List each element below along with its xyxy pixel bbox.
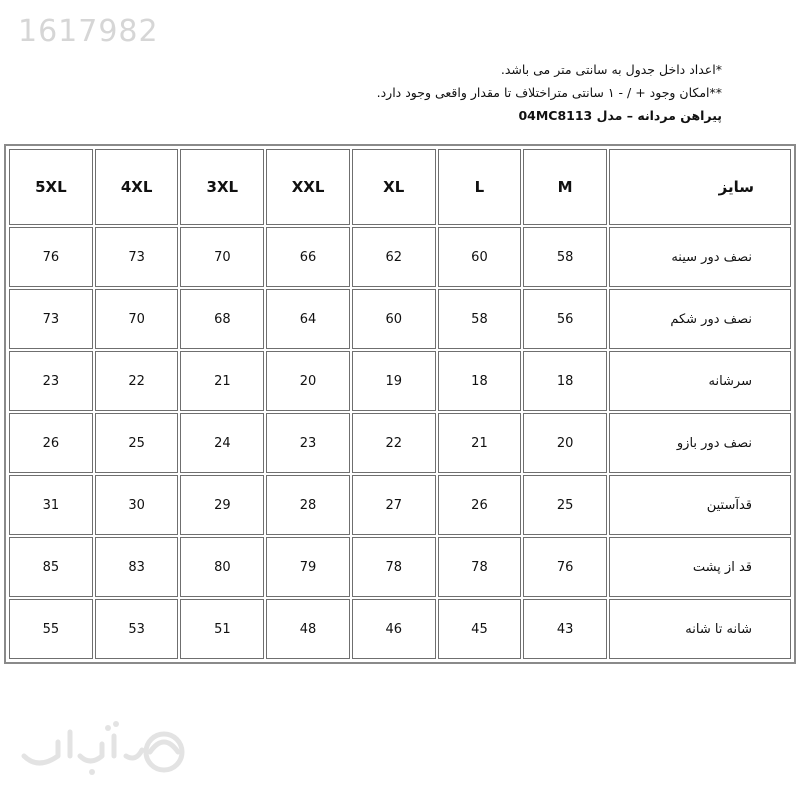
size-header-cell: L xyxy=(438,149,522,225)
product-id-watermark: 1617982 xyxy=(18,14,159,49)
table-row xyxy=(9,413,791,473)
measurement-value: 70 xyxy=(95,289,179,349)
size-header-row xyxy=(9,149,791,225)
measurement-label: نصف دور بازو xyxy=(609,413,791,473)
measurement-value: 60 xyxy=(438,227,522,287)
measurement-value: 19 xyxy=(352,351,436,411)
measurement-value: 27 xyxy=(352,475,436,535)
measurement-value: 20 xyxy=(523,413,607,473)
measurement-value: 20 xyxy=(266,351,350,411)
measurement-value: 85 xyxy=(9,537,93,597)
size-header-cell: XXL xyxy=(266,149,350,225)
measurement-value: 45 xyxy=(438,599,522,659)
measurement-value: 79 xyxy=(266,537,350,597)
measurement-value: 22 xyxy=(95,351,179,411)
measurement-value: 51 xyxy=(180,599,264,659)
measurement-value: 64 xyxy=(266,289,350,349)
measurement-value: 22 xyxy=(352,413,436,473)
measurement-value: 46 xyxy=(352,599,436,659)
measurement-value: 73 xyxy=(95,227,179,287)
notes-block xyxy=(377,58,722,127)
measurement-value: 76 xyxy=(523,537,607,597)
size-header-cell: M xyxy=(523,149,607,225)
table-row xyxy=(9,475,791,535)
table-row xyxy=(9,537,791,597)
measurement-value: 43 xyxy=(523,599,607,659)
measurement-value: 25 xyxy=(523,475,607,535)
measurement-label: قدآستین xyxy=(609,475,791,535)
measurement-value: 31 xyxy=(9,475,93,535)
measurement-value: 18 xyxy=(523,351,607,411)
size-table xyxy=(7,147,793,661)
measurement-value: 78 xyxy=(438,537,522,597)
measurement-value: 62 xyxy=(352,227,436,287)
measurement-value: 21 xyxy=(180,351,264,411)
size-header-label: سایز xyxy=(609,149,791,225)
table-row xyxy=(9,289,791,349)
brand-logo-icon xyxy=(18,712,188,784)
table-row xyxy=(9,599,791,659)
measurement-label: شانه تا شانه xyxy=(609,599,791,659)
size-header-cell: 4XL xyxy=(95,149,179,225)
measurement-value: 28 xyxy=(266,475,350,535)
size-header-cell: XL xyxy=(352,149,436,225)
measurement-value: 26 xyxy=(438,475,522,535)
size-table-body xyxy=(9,227,791,659)
note-units: *اعداد داخل جدول به سانتی متر می باشد. xyxy=(500,62,722,77)
measurement-value: 30 xyxy=(95,475,179,535)
measurement-label: نصف دور شکم xyxy=(609,289,791,349)
measurement-value: 24 xyxy=(180,413,264,473)
measurement-value: 29 xyxy=(180,475,264,535)
measurement-label: قد از پشت xyxy=(609,537,791,597)
measurement-value: 58 xyxy=(523,227,607,287)
measurement-label: نصف دور سینه xyxy=(609,227,791,287)
measurement-value: 68 xyxy=(180,289,264,349)
measurement-value: 25 xyxy=(95,413,179,473)
note-tolerance: **امکان وجود + / - ۱ سانتی متراختلاف تا مقدار واقعی وجود دارد. xyxy=(376,85,722,100)
measurement-value: 58 xyxy=(438,289,522,349)
measurement-value: 26 xyxy=(9,413,93,473)
size-header-cell: 5XL xyxy=(9,149,93,225)
measurement-value: 80 xyxy=(180,537,264,597)
measurement-value: 55 xyxy=(9,599,93,659)
measurement-value: 53 xyxy=(95,599,179,659)
size-table-frame xyxy=(4,144,796,664)
measurement-value: 73 xyxy=(9,289,93,349)
measurement-value: 60 xyxy=(352,289,436,349)
table-row xyxy=(9,351,791,411)
measurement-value: 78 xyxy=(352,537,436,597)
measurement-value: 18 xyxy=(438,351,522,411)
measurement-value: 48 xyxy=(266,599,350,659)
measurement-value: 23 xyxy=(266,413,350,473)
table-row xyxy=(9,227,791,287)
measurement-value: 70 xyxy=(180,227,264,287)
measurement-value: 56 xyxy=(523,289,607,349)
size-header-cell: 3XL xyxy=(180,149,264,225)
measurement-label: سرشانه xyxy=(609,351,791,411)
measurement-value: 76 xyxy=(9,227,93,287)
measurement-value: 66 xyxy=(266,227,350,287)
measurement-value: 23 xyxy=(9,351,93,411)
measurement-value: 83 xyxy=(95,537,179,597)
measurement-value: 21 xyxy=(438,413,522,473)
note-model: پیراهن مردانه – مدل 04MC8113 xyxy=(518,108,722,123)
